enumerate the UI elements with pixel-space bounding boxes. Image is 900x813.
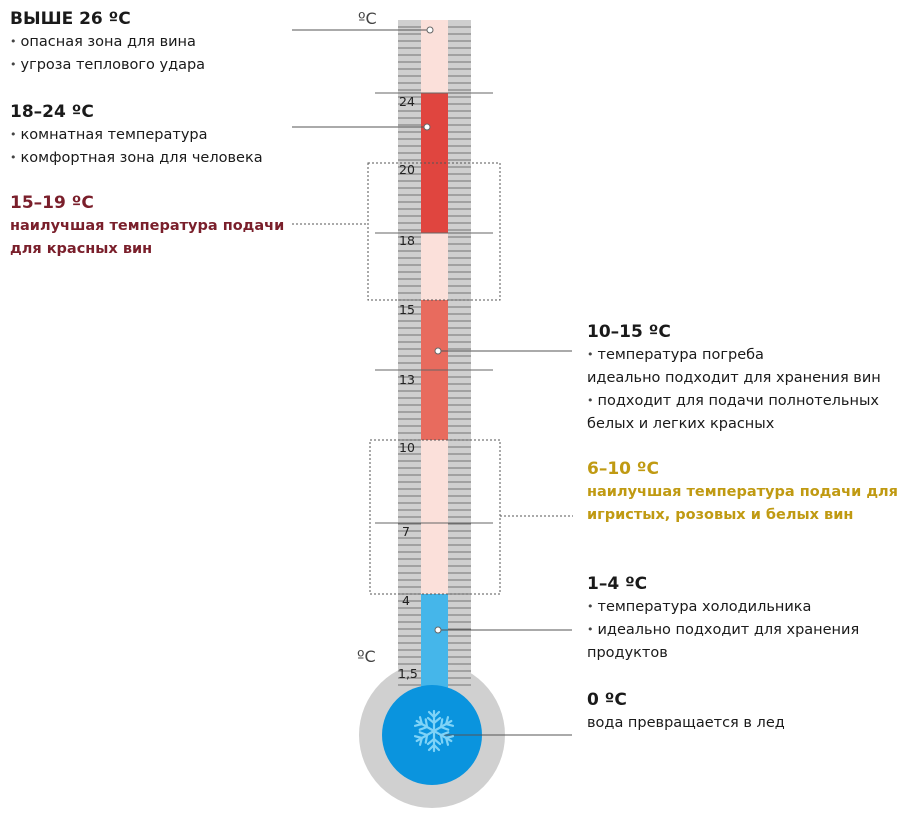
zone-0-title: 0 ºC bbox=[587, 690, 627, 710]
zone-10-15-bullet-2: • подходит для подачи полнотельных bbox=[587, 390, 881, 413]
zone-15-19-line-2: для красных вин bbox=[10, 241, 153, 257]
zone-above-26-title: ВЫШЕ 26 ºC bbox=[10, 9, 131, 29]
zone-above-26-line-1: • опасная зона для вина bbox=[10, 31, 205, 54]
zone-10-15-title: 10–15 ºC bbox=[587, 322, 671, 342]
zone-1-4-bullet-2: • идеально подходит для хранения bbox=[587, 619, 859, 642]
zone-6-10 bbox=[587, 457, 898, 527]
zone-1-4-bullet-1: • температура холодильника bbox=[587, 596, 859, 619]
zone-6-10-line-1: наилучшая температура подачи для bbox=[587, 484, 898, 500]
zone-18-24-line-1: • комнатная температура bbox=[10, 124, 263, 147]
zone-15-19 bbox=[10, 191, 284, 261]
column-above-26 bbox=[421, 20, 448, 93]
zone-above-26-line-2: • угроза теплового удара bbox=[10, 54, 205, 77]
tick-label-15: 15 bbox=[399, 302, 415, 317]
tick-label-7: 7 bbox=[402, 524, 410, 539]
zone-10-15-line-2: идеально подходит для хранения вин bbox=[587, 370, 881, 386]
zone-6-10-line-2: игристых, розовых и белых вин bbox=[587, 507, 854, 523]
tick-label-13: 13 bbox=[399, 372, 415, 387]
unit-label-bottom: ºC bbox=[357, 647, 376, 666]
zone-10-15-bullet-1: • температура погреба bbox=[587, 344, 881, 367]
unit-label-top: ºC bbox=[358, 9, 377, 28]
zone-10-15 bbox=[587, 320, 881, 436]
zone-6-10-title: 6–10 ºC bbox=[587, 459, 659, 479]
zone-1-4 bbox=[587, 572, 859, 665]
tick-label-24: 24 bbox=[399, 94, 415, 109]
column-15-18 bbox=[421, 233, 448, 300]
zone-10-15-line-4: белых и легких красных bbox=[587, 416, 775, 432]
zone-15-19-line-1: наилучшая температура подачи bbox=[10, 218, 285, 234]
zone-1-4-line-3: продуктов bbox=[587, 645, 668, 661]
column-4-10 bbox=[421, 440, 448, 594]
tick-label-4: 4 bbox=[402, 593, 410, 608]
zone-above-26 bbox=[10, 7, 205, 77]
zone-18-24-line-2: • комфортная зона для человека bbox=[10, 147, 263, 170]
zone-18-24 bbox=[10, 100, 263, 170]
zone-15-19-title: 15–19 ºC bbox=[10, 193, 94, 213]
tick-label-1-5: 1,5 bbox=[398, 666, 418, 681]
zone-0 bbox=[587, 688, 785, 735]
tick-label-10: 10 bbox=[399, 440, 415, 455]
tick-label-20: 20 bbox=[399, 162, 415, 177]
zone-1-4-title: 1–4 ºC bbox=[587, 574, 648, 594]
tick-label-18: 18 bbox=[399, 233, 415, 248]
zone-18-24-title: 18–24 ºC bbox=[10, 102, 94, 122]
zone-0-line-1: вода превращается в лед bbox=[587, 715, 785, 731]
